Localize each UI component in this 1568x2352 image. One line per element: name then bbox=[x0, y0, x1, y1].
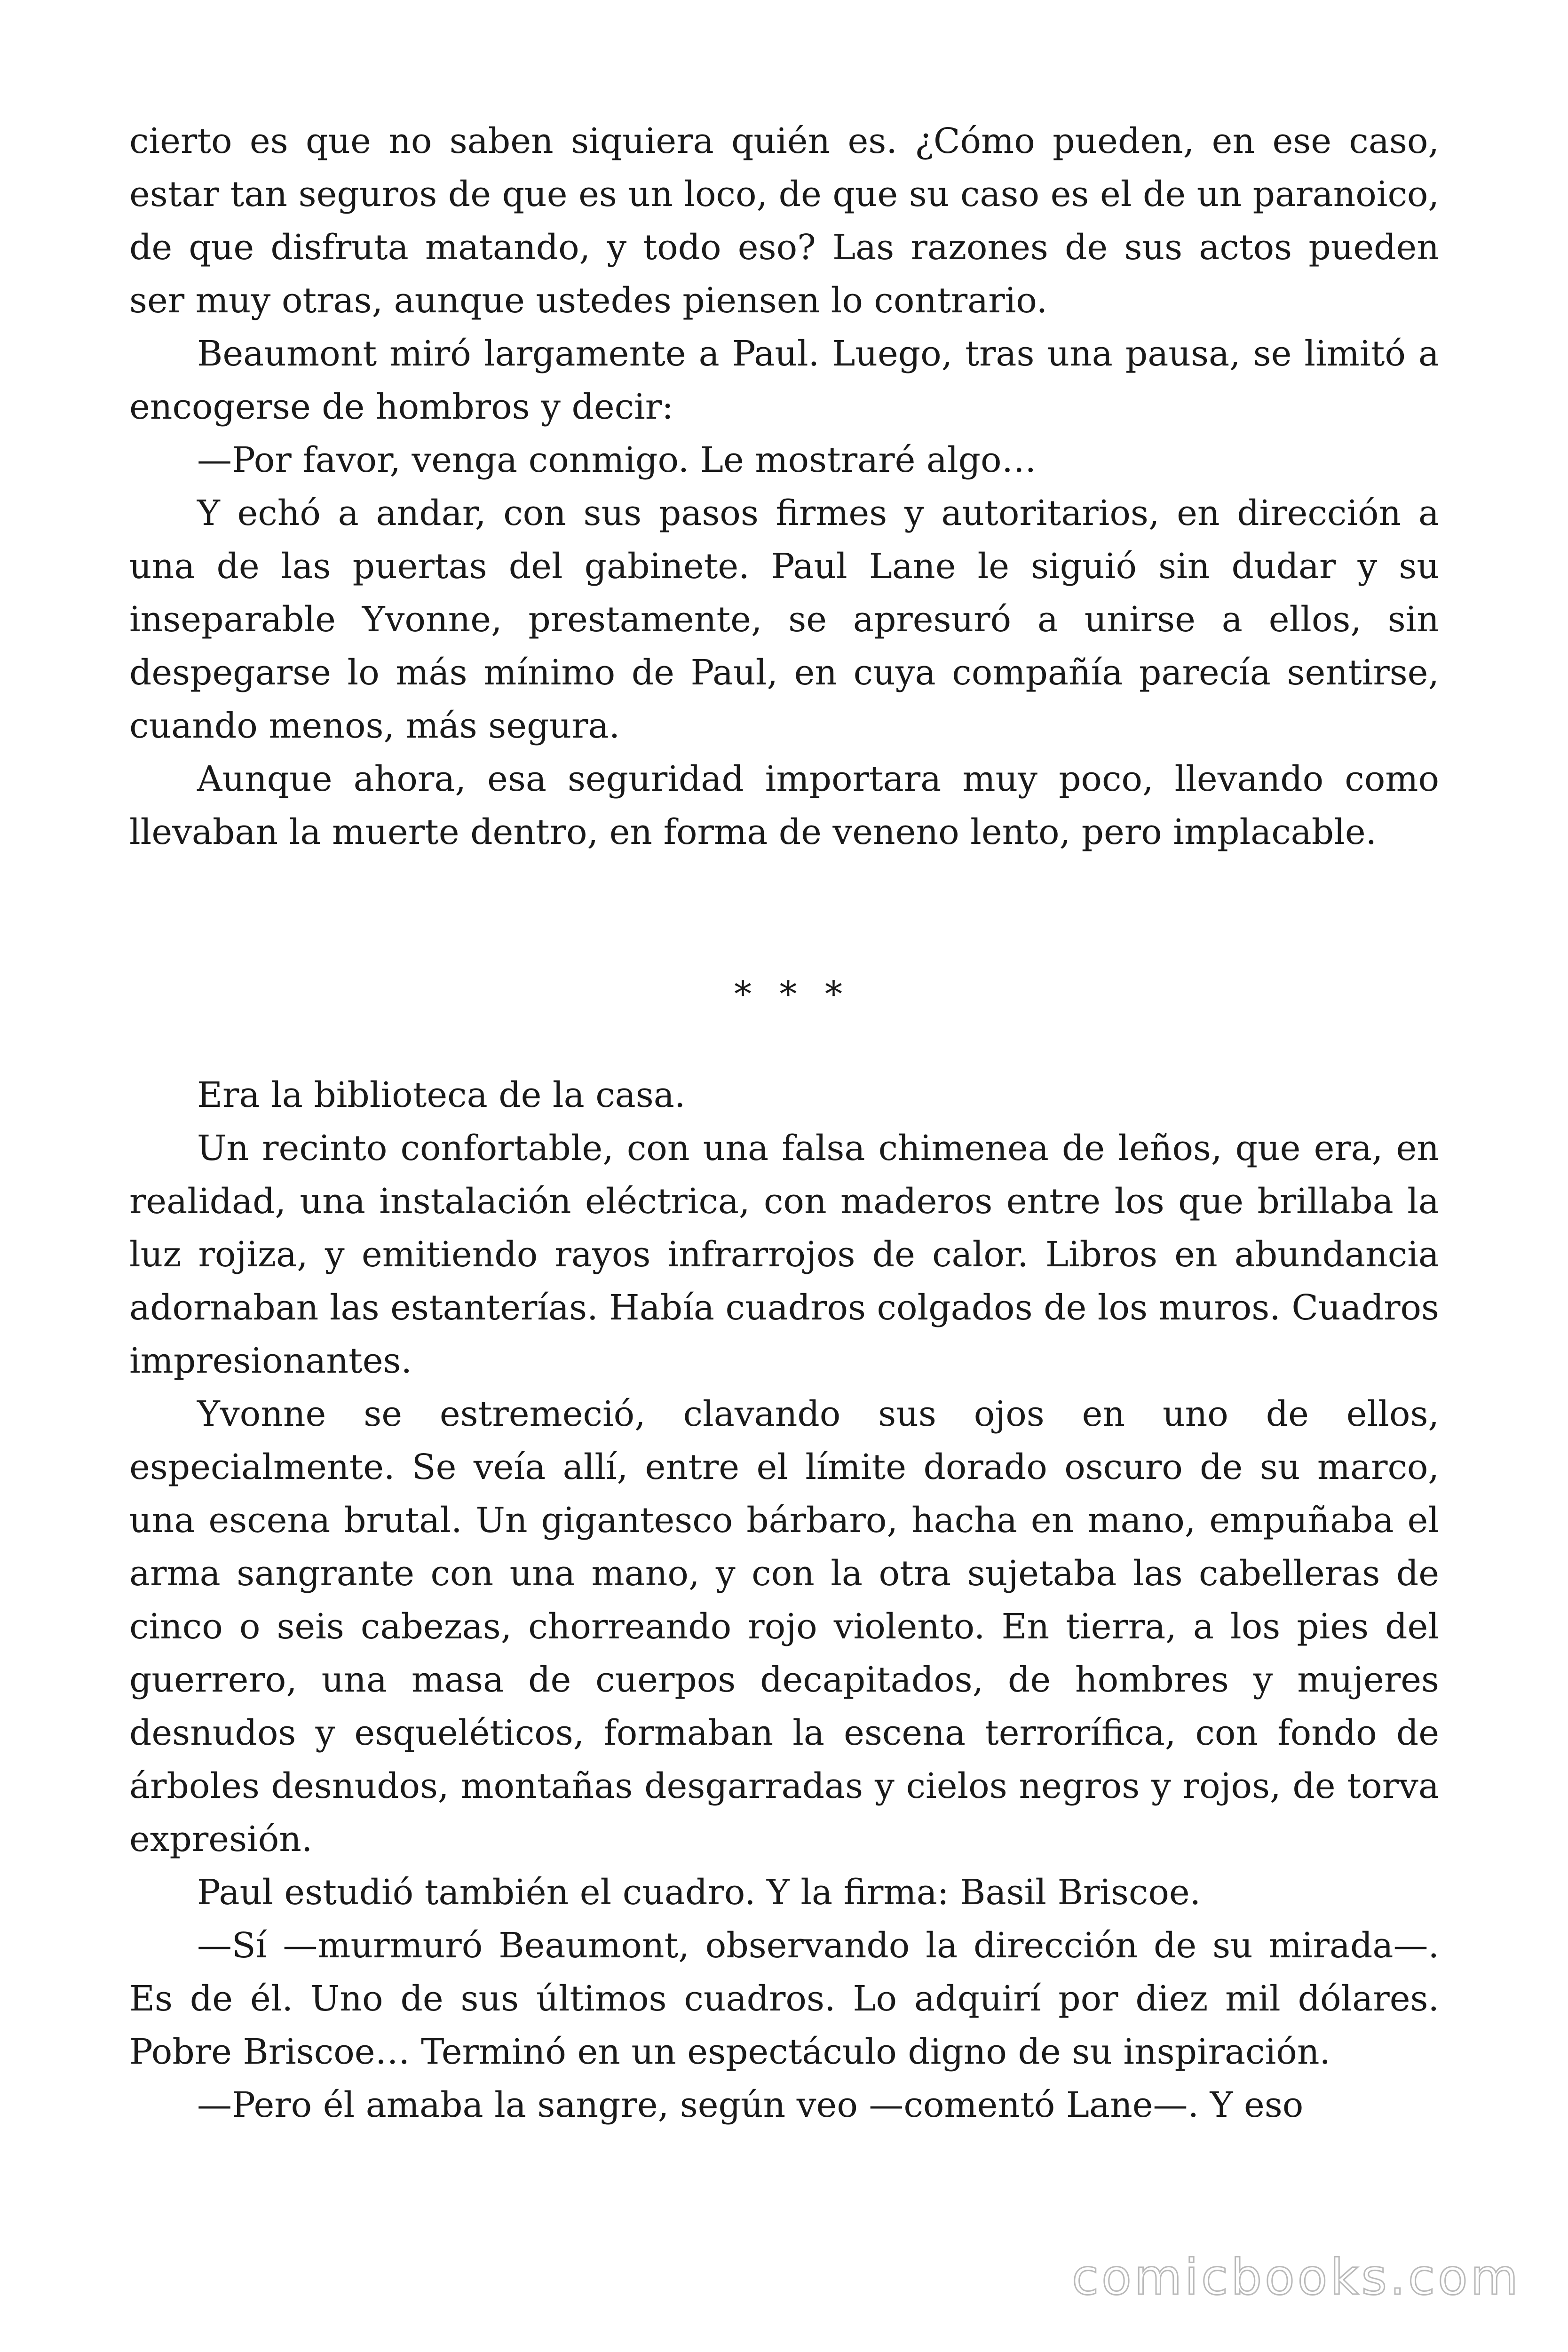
paragraph-continuation: cierto es que no saben siquiera quién es. ¿Cómo pueden, en ese caso, estar tan seguros de que es un loco, de que su caso es el de un paranoico, de que disfruta matando, y todo eso? Las razones de sus actos pueden ser muy otras, aunque ustedes piensen lo contrario. bbox=[129, 121, 1439, 321]
dialogue-paragraph: —Por favor, venga conmigo. Le mostraré algo… bbox=[197, 440, 1037, 480]
paragraph: Aunque ahora, esa seguridad importara muy poco, llevando como llevaban la muerte dentro, en forma de veneno lento, pero implacable. bbox=[129, 759, 1439, 852]
paragraph: Paul estudió también el cuadro. Y la firma: Basil Briscoe. bbox=[197, 1872, 1201, 1913]
body-text-bottom bbox=[129, 1069, 1439, 2132]
scene-break: * * * bbox=[734, 974, 851, 1015]
body-text-top bbox=[129, 115, 1439, 859]
paragraph: Un recinto confortable, con una falsa chimenea de leños, que era, en realidad, una instalación eléctrica, con maderos entre los que brillaba la luz rojiza, y emitiendo rayos infrarrojos de calor. Libros en abundancia adornaban las estanterías. Había cuadros colgados de los muros. Cuadros impresionantes. bbox=[129, 1128, 1439, 1381]
paragraph: Y echó a andar, con sus pasos firmes y autoritarios, en dirección a una de las puertas del gabinete. Paul Lane le siguió sin dudar y su inseparable Yvonne, prestamente, se apresuró a unirse a ellos, sin despegarse lo más mínimo de Paul, en cuya compañía parecía sentirse, cuando menos, más segura. bbox=[129, 493, 1439, 746]
paragraph: Yvonne se estremeció, clavando sus ojos en uno de ellos, especialmente. Se veía allí, entre el límite dorado oscuro de su marco, una escena brutal. Un gigantesco bárbaro, hacha en mano, empuñaba el arma sangrante con una mano, y con la otra sujetaba las cabelleras de cinco o seis cabezas, chorreando rojo violento. En tierra, a los pies del guerrero, una masa de cuerpos decapitados, de hombres y mujeres desnudos y esqueléticos, formaban la escena terrorífica, con fondo de árboles desnudos, montañas desgarradas y cielos negros y rojos, de torva expresión. bbox=[129, 1394, 1439, 1859]
watermark: comicbooks.com bbox=[1071, 2249, 1521, 2306]
dialogue-paragraph: —Sí —murmuró Beaumont, observando la dirección de su mirada—. Es de él. Uno de sus últimos cuadros. Lo adquirí por diez mil dólares. Pobre Briscoe… Terminó en un espectáculo digno de su inspiración. bbox=[129, 1925, 1439, 2072]
paragraph: Beaumont miró largamente a Paul. Luego, tras una pausa, se limitó a encogerse de hombros y decir: bbox=[129, 334, 1439, 427]
dialogue-paragraph: —Pero él amaba la sangre, según veo —comentó Lane—. Y eso bbox=[197, 2085, 1304, 2125]
paragraph: Era la biblioteca de la casa. bbox=[197, 1075, 686, 1115]
